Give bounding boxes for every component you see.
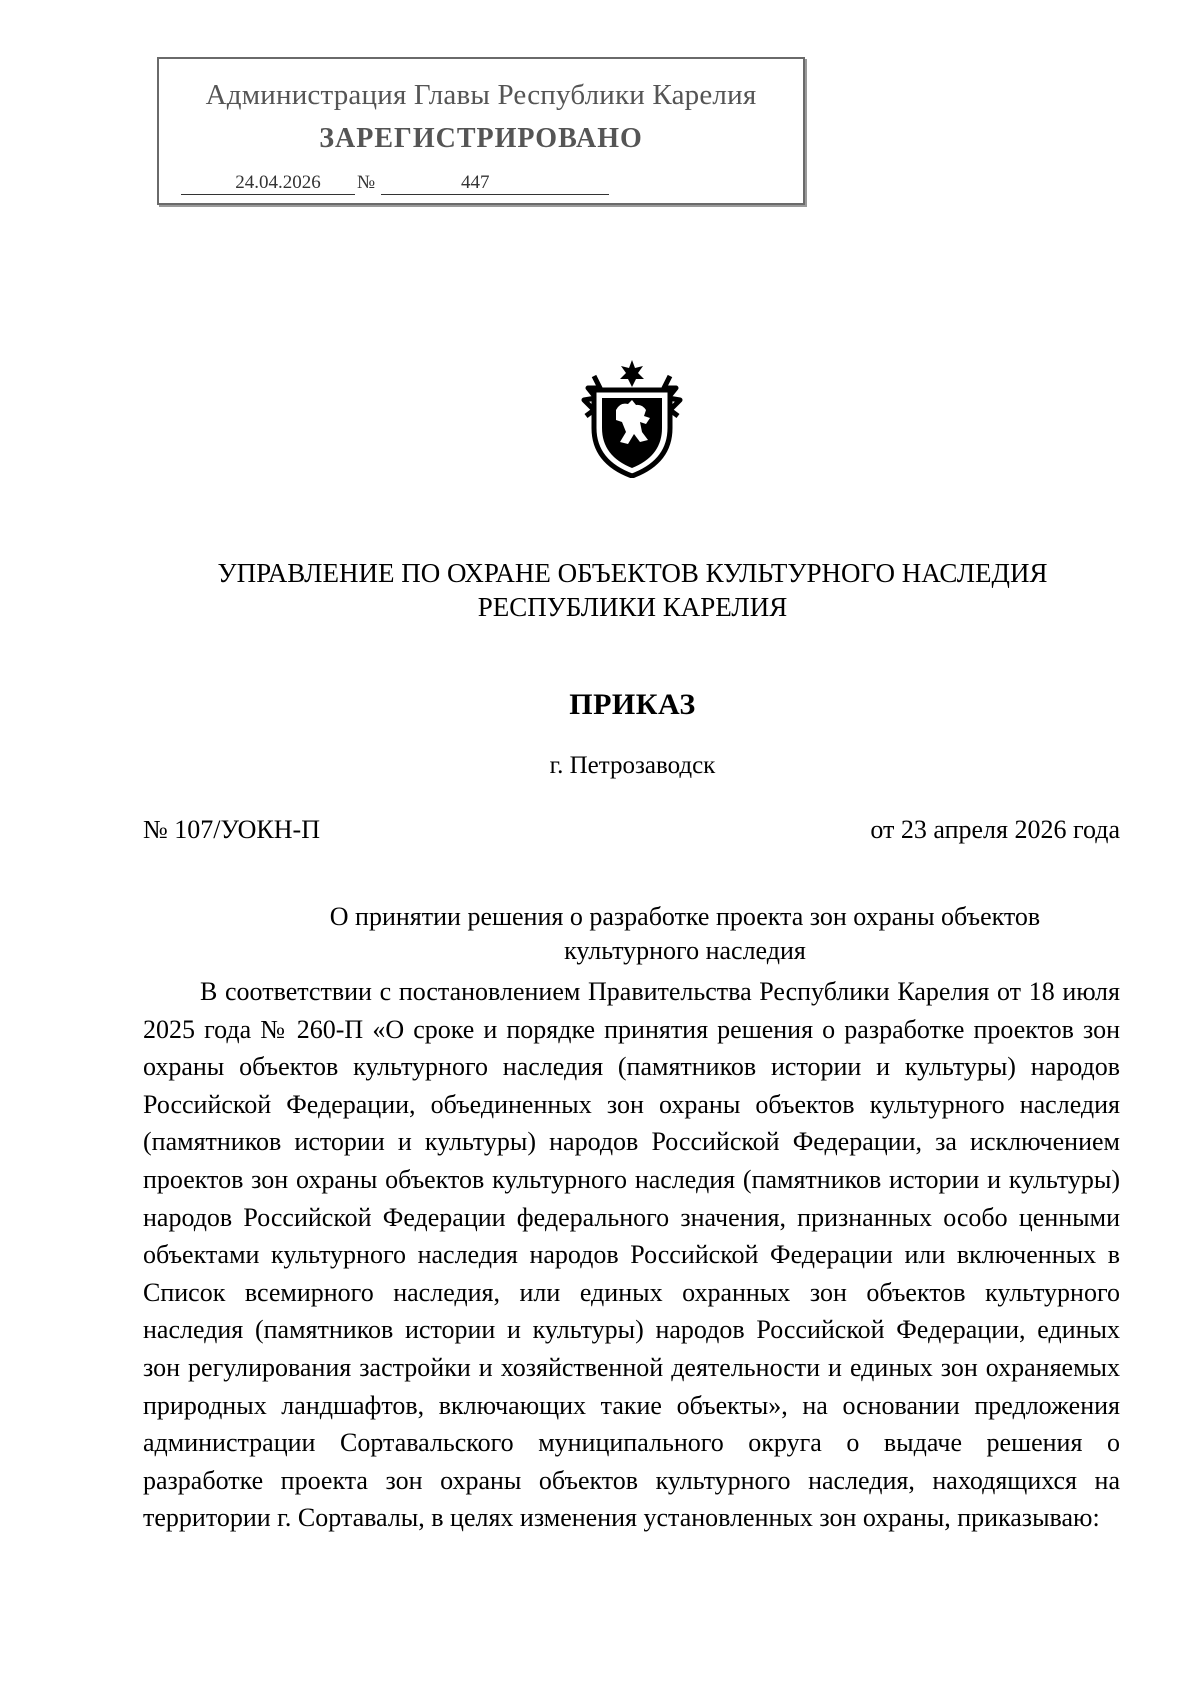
stamp-registered-label: ЗАРЕГИСТРИРОВАНО (319, 123, 643, 154)
document-city: г. Петрозаводск (549, 752, 716, 779)
stamp-organization: Администрация Главы Республики Карелия (205, 79, 757, 111)
document-subject-line1: О принятии решения о разработке проекта зон охраны объектов (329, 902, 1041, 931)
document-title: ПРИКАЗ (569, 688, 696, 721)
document-body-paragraph: В соответствии с постановлением Правительства Республики Карелия от 18 июля 2025 года № 260-П «О сроке и порядке принятия решения о разработке проектов зон охраны объектов культурного наследия (памятников истории и культуры) народов Российской Федерации, объединенных зон охраны объектов культурного наследия (памятников истории и культуры) народов Российской Федерации, за исключением проектов зон охраны объектов культурного наследия (памятников истории и культуры) народов Российской Федерации федерального значения, признанных особо ценными объектами культурного наследия народов Российской Федерации или включенных в Список всемирного наследия, или единых охранных зон объектов культурного наследия (памятников истории и культуры) народов Российской Федерации, единых зон регулирования застройки и хозяйственной деятельности и единых зон охраняемых природных ландшафтов, включающих такие объекты», на основании предложения администрации Сортавальского муниципального округа о выдаче решения о разработке проекта зон охраны объектов культурного наследия, находящихся на территории г. Сортавалы, в целях изменения установленных зон охраны, приказываю: (143, 977, 1120, 1533)
karelia-coat-of-arms-icon (580, 358, 684, 478)
organization-name-line1: УПРАВЛЕНИЕ ПО ОХРАНЕ ОБЪЕКТОВ КУЛЬТУРНОГО НАСЛЕДИЯ (217, 558, 1048, 588)
stamp-number-sign: № (357, 172, 376, 193)
document-number: № 107/УОКН-П (143, 815, 320, 844)
stamp-number: 447 (381, 172, 609, 195)
document-date: от 23 апреля 2026 года (870, 815, 1120, 844)
stamp-date: 24.04.2026 (181, 172, 355, 195)
document-subject-line2: культурного наследия (564, 936, 806, 965)
registration-stamp (157, 57, 805, 205)
document-subject (200, 900, 1170, 968)
organization-name (0, 556, 1200, 624)
organization-name-line2: РЕСПУБЛИКИ КАРЕЛИЯ (477, 592, 788, 622)
